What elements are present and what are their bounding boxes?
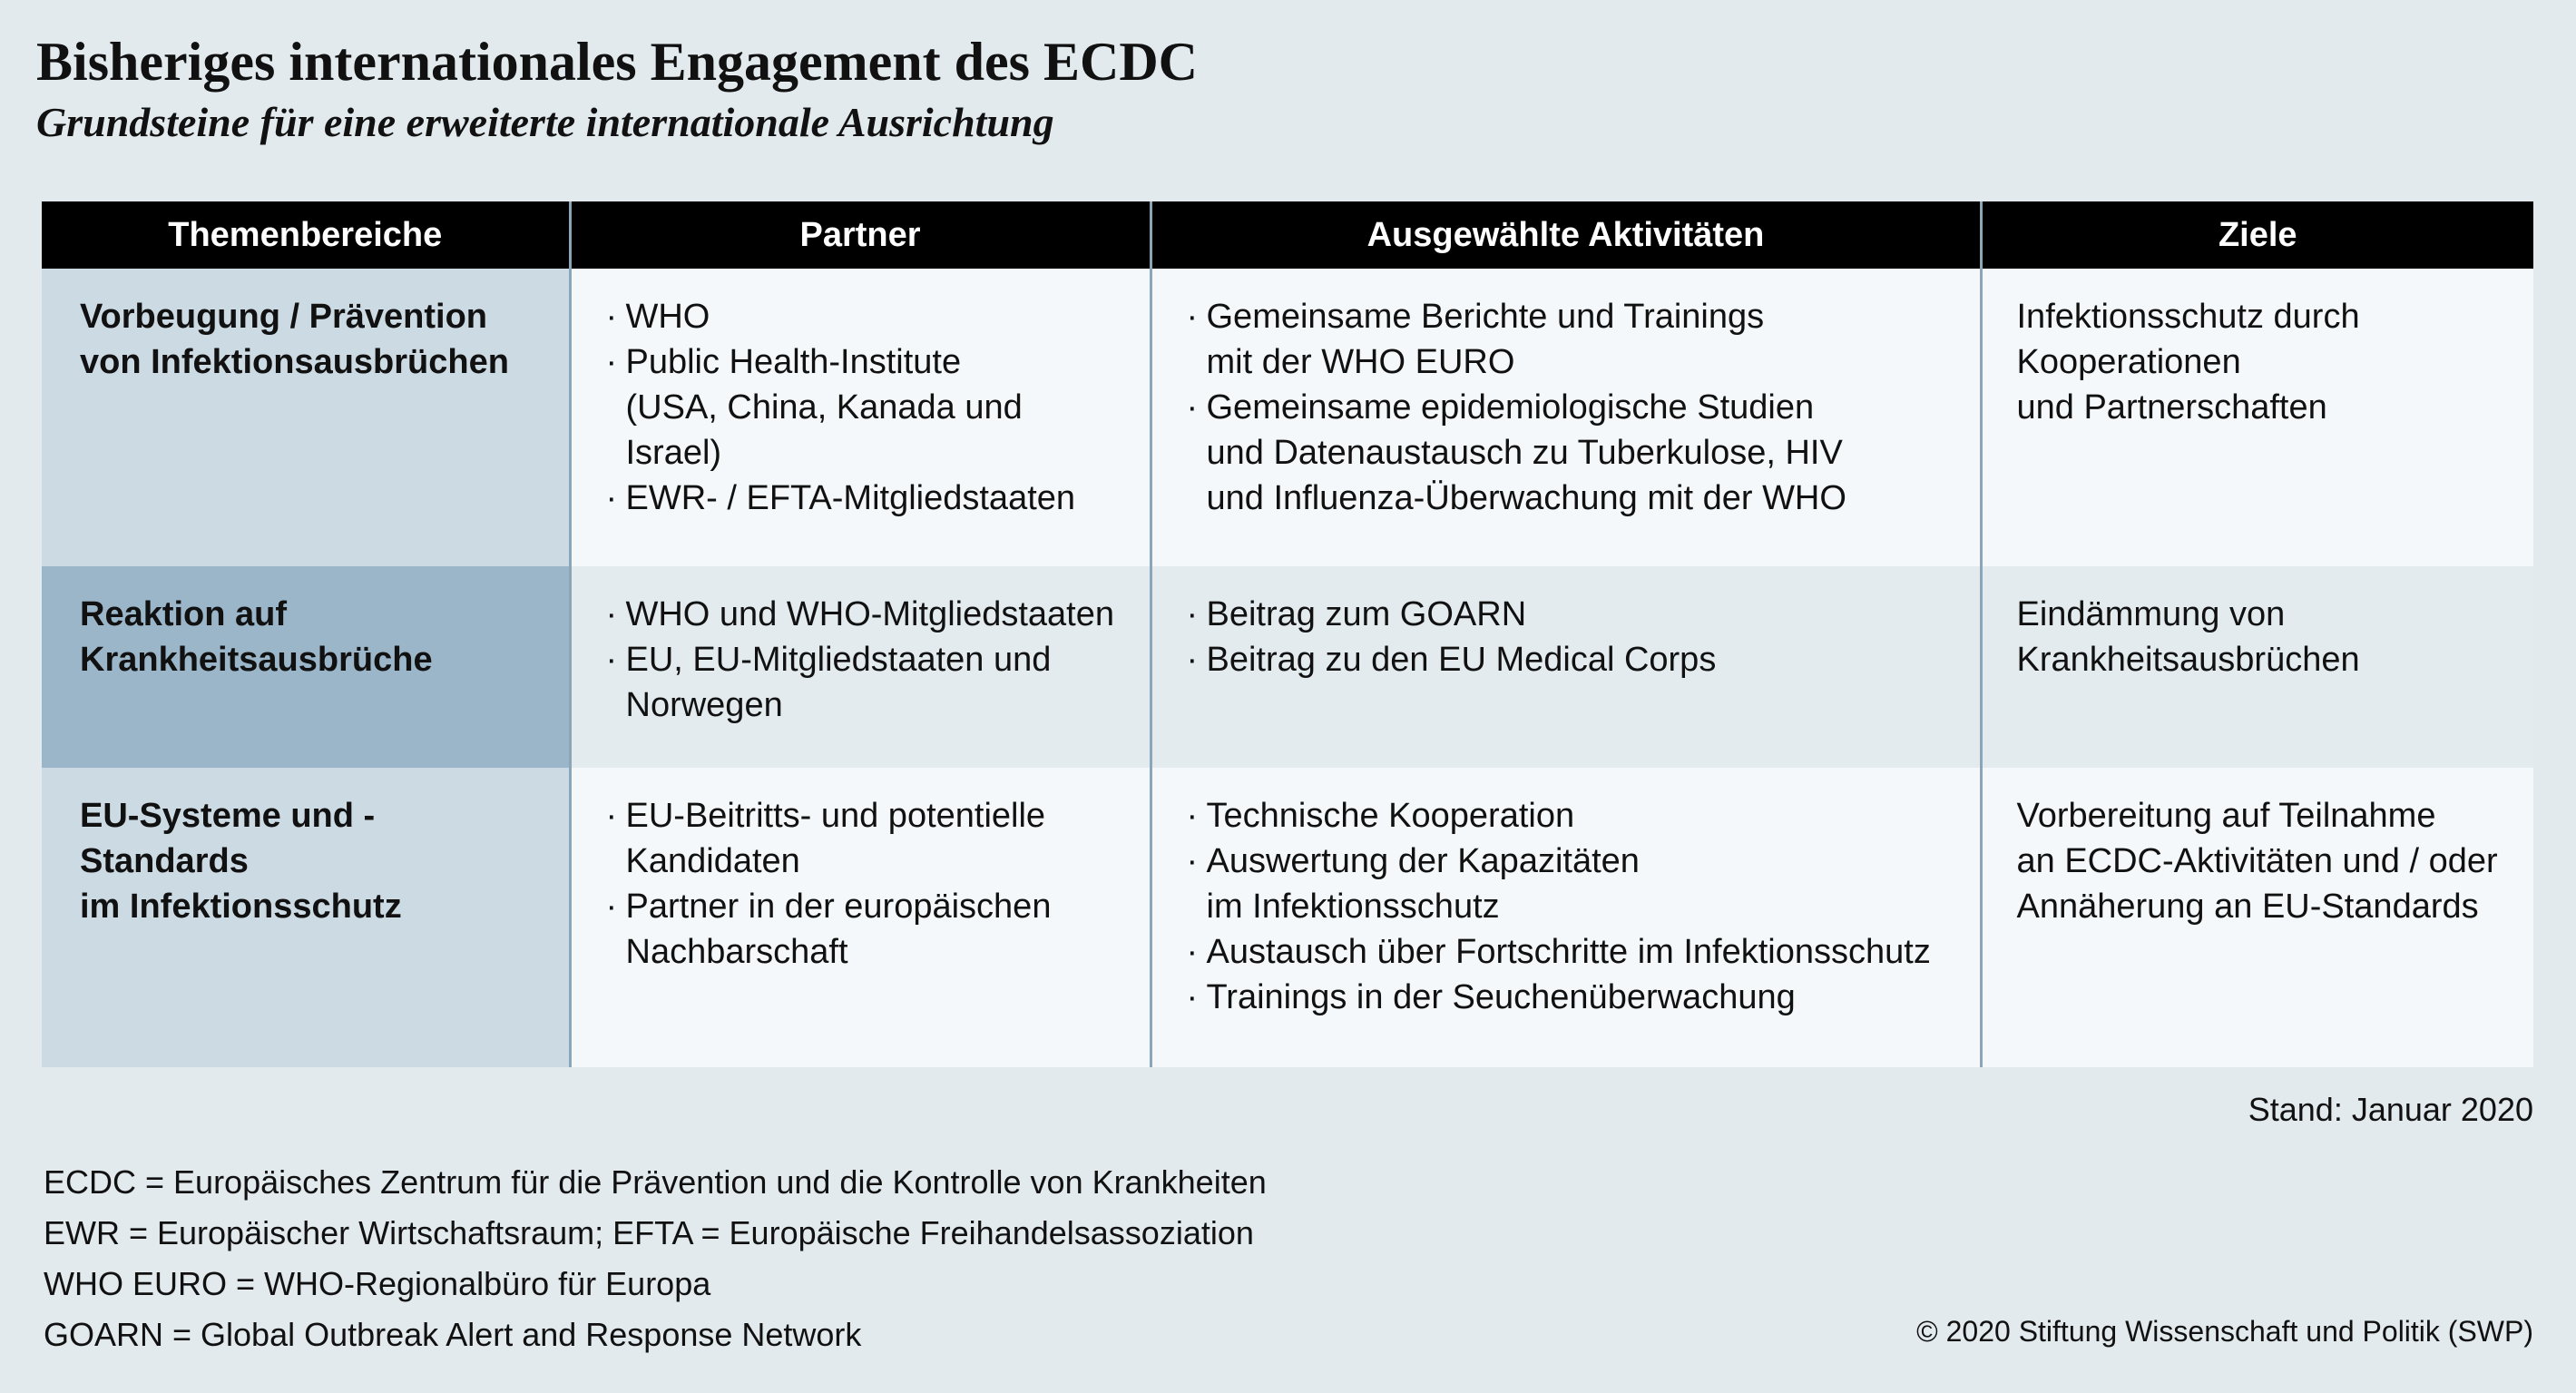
page-subtitle: Grundsteine für eine erweiterte internationale Ausrichtung [36, 99, 1054, 145]
bullet-icon: · [1186, 641, 1199, 679]
theme-text: Vorbeugung / Prävention von Infektionsausbrüchen [80, 298, 509, 381]
theme-cell [42, 768, 570, 1067]
list-item [606, 339, 1124, 476]
item-text: EWR- / EFTA-Mitgliedstaaten [625, 479, 1076, 517]
list-item [606, 884, 1124, 975]
bullet-icon: · [1186, 595, 1199, 633]
goals-cell [1981, 768, 2533, 1067]
item-text: WHO und WHO-Mitgliedstaaten [625, 595, 1114, 633]
bullet-icon: · [1186, 842, 1199, 880]
list-item [1187, 929, 1954, 975]
item-text: Gemeinsame epidemiologische Studien und Datenaustausch zu Tuberkulose, HIV und Influenza-Überwachung mit der WHO [1206, 388, 1846, 517]
item-text: EU-Beitritts- und potentielle Kandidaten [625, 797, 1046, 880]
item-text: Beitrag zum GOARN [1206, 595, 1527, 633]
partner-list [606, 294, 1124, 521]
header-partner: Partner [570, 201, 1151, 269]
footnote: ECDC = Europäisches Zentrum für die Prävention und die Kontrolle von Krankheiten [44, 1163, 1267, 1201]
list-item [606, 637, 1124, 728]
goals-cell [1981, 566, 2533, 768]
page-title: Bisheriges internationales Engagement des ECDC [36, 32, 1198, 92]
list-item [1187, 793, 1954, 839]
activities-list [1187, 793, 1954, 1020]
theme-cell [42, 566, 570, 768]
footnote: WHO EURO = WHO-Regionalbüro für Europa [44, 1265, 711, 1302]
item-text: Beitrag zu den EU Medical Corps [1206, 641, 1717, 679]
footnotes [44, 1157, 1267, 1360]
partner-cell [570, 566, 1151, 768]
list-item [1187, 294, 1954, 385]
item-text: Technische Kooperation [1206, 797, 1575, 835]
bullet-icon: · [605, 888, 618, 926]
header-ziele: Ziele [1981, 201, 2533, 269]
partner-list [606, 793, 1124, 975]
footnote: GOARN = Global Outbreak Alert and Response Network [44, 1316, 862, 1353]
activities-list [1187, 592, 1954, 682]
header-aktivitaeten: Ausgewählte Aktivitäten [1151, 201, 1981, 269]
bullet-icon: · [605, 595, 618, 633]
table-row [42, 269, 2533, 566]
bullet-icon: · [1186, 978, 1199, 1016]
goals-text: Eindämmung von Krankheitsausbrüchen [2016, 595, 2360, 679]
partner-cell [570, 768, 1151, 1067]
table-header-row [42, 201, 2533, 269]
partner-list [606, 592, 1124, 728]
theme-text: EU-Systeme und -Standards im Infektionsschutz [80, 797, 402, 926]
activities-cell [1151, 269, 1981, 566]
table-row [42, 768, 2533, 1067]
engagement-table [42, 201, 2533, 1067]
list-item [1187, 637, 1954, 682]
bullet-icon: · [1186, 298, 1199, 336]
item-text: Partner in der europäischen Nachbarschaft [625, 888, 1052, 971]
activities-list [1187, 294, 1954, 521]
theme-cell [42, 269, 570, 566]
item-text: Gemeinsame Berichte und Trainings mit der WHO EURO [1206, 298, 1765, 381]
list-item [606, 476, 1124, 521]
item-text: EU, EU-Mitgliedstaaten und Norwegen [625, 641, 1052, 724]
bullet-icon: · [1186, 797, 1199, 835]
theme-text: Reaktion auf Krankheitsausbrüche [80, 595, 433, 679]
list-item [1187, 592, 1954, 637]
bullet-icon: · [605, 298, 618, 336]
copyright: © 2020 Stiftung Wissenschaft und Politik (SWP) [1916, 1315, 2533, 1348]
item-text: WHO [625, 298, 710, 336]
list-item [606, 294, 1124, 339]
header-themenbereiche: Themenbereiche [42, 201, 570, 269]
item-text: Public Health-Institute (USA, China, Kanada und Israel) [625, 343, 1023, 472]
list-item [1187, 385, 1954, 521]
item-text: Auswertung der Kapazitäten im Infektionsschutz [1206, 842, 1640, 926]
bullet-icon: · [605, 343, 618, 381]
bullet-icon: · [605, 641, 618, 679]
bullet-icon: · [605, 479, 618, 517]
partner-cell [570, 269, 1151, 566]
table-row [42, 566, 2533, 768]
item-text: Austausch über Fortschritte im Infektionsschutz [1206, 933, 1931, 971]
list-item [1187, 839, 1954, 929]
footnote: EWR = Europäischer Wirtschaftsraum; EFTA = Europäische Freihandelsassoziation [44, 1214, 1254, 1251]
stand-date: Stand: Januar 2020 [2248, 1091, 2533, 1128]
item-text: Trainings in der Seuchenüberwachung [1206, 978, 1796, 1016]
bullet-icon: · [1186, 933, 1199, 971]
bullet-icon: · [605, 797, 618, 835]
activities-cell [1151, 768, 1981, 1067]
list-item [606, 793, 1124, 884]
activities-cell [1151, 566, 1981, 768]
list-item [606, 592, 1124, 637]
goals-cell [1981, 269, 2533, 566]
bullet-icon: · [1186, 388, 1199, 427]
list-item [1187, 975, 1954, 1020]
goals-text: Infektionsschutz durch Kooperationen und Partnerschaften [2016, 298, 2360, 427]
goals-text: Vorbereitung auf Teilnahme an ECDC-Aktivitäten und / oder Annäherung an EU-Standards [2016, 797, 2498, 926]
